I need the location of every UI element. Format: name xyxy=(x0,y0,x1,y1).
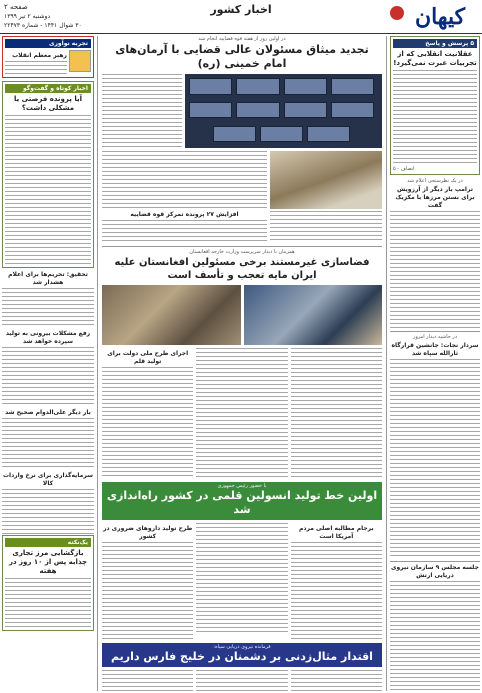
mid-story-col3 xyxy=(102,367,193,479)
top-story-col2 xyxy=(270,211,382,241)
side-title-2[interactable]: اجرای طرح ملی دولت برای تولید قلم xyxy=(107,350,189,365)
blue-story-col3 xyxy=(102,670,193,693)
story3-title[interactable]: جلسه مجلس ۹ سازمان نیروی دریایی ارتش xyxy=(391,564,479,579)
insulin-headline-band xyxy=(102,482,382,520)
green-story1-title[interactable]: برجام مطالبه اصلی مردم آمریکا است xyxy=(298,525,374,540)
left-story3-body xyxy=(2,418,94,470)
right-column xyxy=(386,36,480,691)
border-box-head: یک‌نکته xyxy=(5,538,91,547)
short-news-head: اخبار کوتاه و گفت‌وگو xyxy=(5,84,91,93)
left-story2-body xyxy=(2,347,94,407)
left-story4-title[interactable]: سرمایه‌گذاری برای نرخ واردات کالا xyxy=(3,472,93,487)
divider xyxy=(390,561,480,562)
qa-box-end: انصاف - ۵ xyxy=(393,166,415,172)
story2-body xyxy=(390,359,480,559)
blue-band-kicker: فرمانده نیروی دریایی سپاه: xyxy=(213,644,271,650)
ad-title[interactable]: رهبر معظم انقلاب xyxy=(12,52,67,59)
short-news-body xyxy=(5,115,91,265)
mid-kicker: همزمان با دیدار سرپرست وزارت خارجه افغانستان xyxy=(189,249,295,255)
story1-body xyxy=(390,211,480,329)
newspaper-logo: کیهان xyxy=(414,4,466,30)
green-story2-title[interactable]: طرح تولید داروهای ضروری در کشور xyxy=(103,525,193,540)
story1-kicker: در یک نظرسنجی اعلام شد xyxy=(407,178,463,184)
top-story-lead xyxy=(102,74,182,148)
judiciary-officials-photo xyxy=(270,151,382,209)
ad-box-head: تجربه نوآوری xyxy=(5,39,91,48)
qa-box-title[interactable]: عقلانیت انقلابی که از تجربیات عبرت نمی‌گیرد! xyxy=(393,50,477,67)
divider xyxy=(390,331,480,332)
story1-title[interactable]: ترامپ بار دیگر از آرزویش برای بستن مرزها با مکزیک گفت xyxy=(395,186,475,209)
left-story4-body xyxy=(2,489,94,535)
divider xyxy=(102,246,382,247)
short-news-box xyxy=(2,81,94,268)
page-number: صفحه ۲ xyxy=(4,3,28,11)
ad-image xyxy=(69,50,91,72)
video-conference-photo xyxy=(185,74,382,148)
mid-story-col1 xyxy=(291,348,382,478)
date-line: دوشنبه ۲ تیر ۱۳۹۹ xyxy=(4,13,51,20)
green-story2-body xyxy=(102,542,193,640)
masthead xyxy=(0,0,482,34)
blue-story-col1 xyxy=(291,670,382,693)
minister-handshake-photo xyxy=(102,285,241,345)
left-story1-body xyxy=(2,288,94,328)
green-story-col2 xyxy=(196,523,287,633)
qa-box-head: ۵ پرسش و پاسخ xyxy=(393,39,477,48)
side-title[interactable]: افزایش ۲۷ پرونده تمرکز قوه قضاییه xyxy=(130,211,239,218)
mid-headline[interactable]: فضاسازی غیرمستند برخی مسئولین افغانستان علیه ایران مایه تعجب و تأسف است xyxy=(114,257,370,281)
story2-title[interactable]: سردار نجات: جانشین قرارگاه ثارالله سپاه شد xyxy=(391,342,479,357)
issue-line: ۳۰ شوال ۱۴۴۱ - شماره ۲۲۴۷۳ xyxy=(4,22,82,29)
short-news-title[interactable]: آیا پرونده فرصتی یا مشکلی داشت؟ xyxy=(13,95,82,112)
left-story2-title[interactable]: رفع مشکلات بیرونی به تولید سپرده خواهد شد xyxy=(5,330,91,345)
green-story1-body xyxy=(291,542,382,640)
qa-box xyxy=(390,36,480,175)
border-box-title[interactable]: بازگشایی مرز تجاری چذابه پس از ۱۰ روز در هفته xyxy=(8,549,88,575)
side-body xyxy=(102,220,267,244)
top-story-col1 xyxy=(102,151,267,209)
blue-band-headline[interactable]: اقتدار مثال‌زدنی بر دشمنان در خلیج فارس داریم xyxy=(111,650,373,663)
ad-body xyxy=(5,61,67,75)
ad-box xyxy=(2,36,94,78)
navy-headline-band xyxy=(102,643,382,667)
blue-story-col2 xyxy=(196,670,287,693)
left-story3-title[interactable]: بار دیگر علی‌الدوام صحیح شد xyxy=(5,409,91,416)
border-box xyxy=(2,535,94,631)
diplomatic-meeting-photo xyxy=(244,285,383,345)
qa-box-body xyxy=(393,70,477,166)
main-column xyxy=(102,36,382,691)
story3-body xyxy=(390,581,480,693)
section-title: اخبار کشور xyxy=(210,3,272,16)
top-headline[interactable]: تجدید میثاق مسئولان عالی قضایی با آرمان‌های امام خمینی (ره) xyxy=(115,43,369,70)
mid-story-col2 xyxy=(196,348,287,478)
border-box-body xyxy=(5,578,91,628)
green-band-kicker: با حضور رئیس جمهوری xyxy=(217,483,267,489)
story2-kicker: در حاشیه دیدار امروز xyxy=(412,334,458,340)
left-column xyxy=(2,36,98,691)
left-story1-title[interactable]: تحقیق: تحریم‌ها برای اعلام هشدار شد xyxy=(8,271,88,286)
green-band-headline[interactable]: اولین خط تولید انسولین قلمی در کشور راه‌اندازی شد xyxy=(106,489,378,516)
top-kicker: در اولین روز از هفته قوه قضاییه انجام شد xyxy=(198,36,286,42)
